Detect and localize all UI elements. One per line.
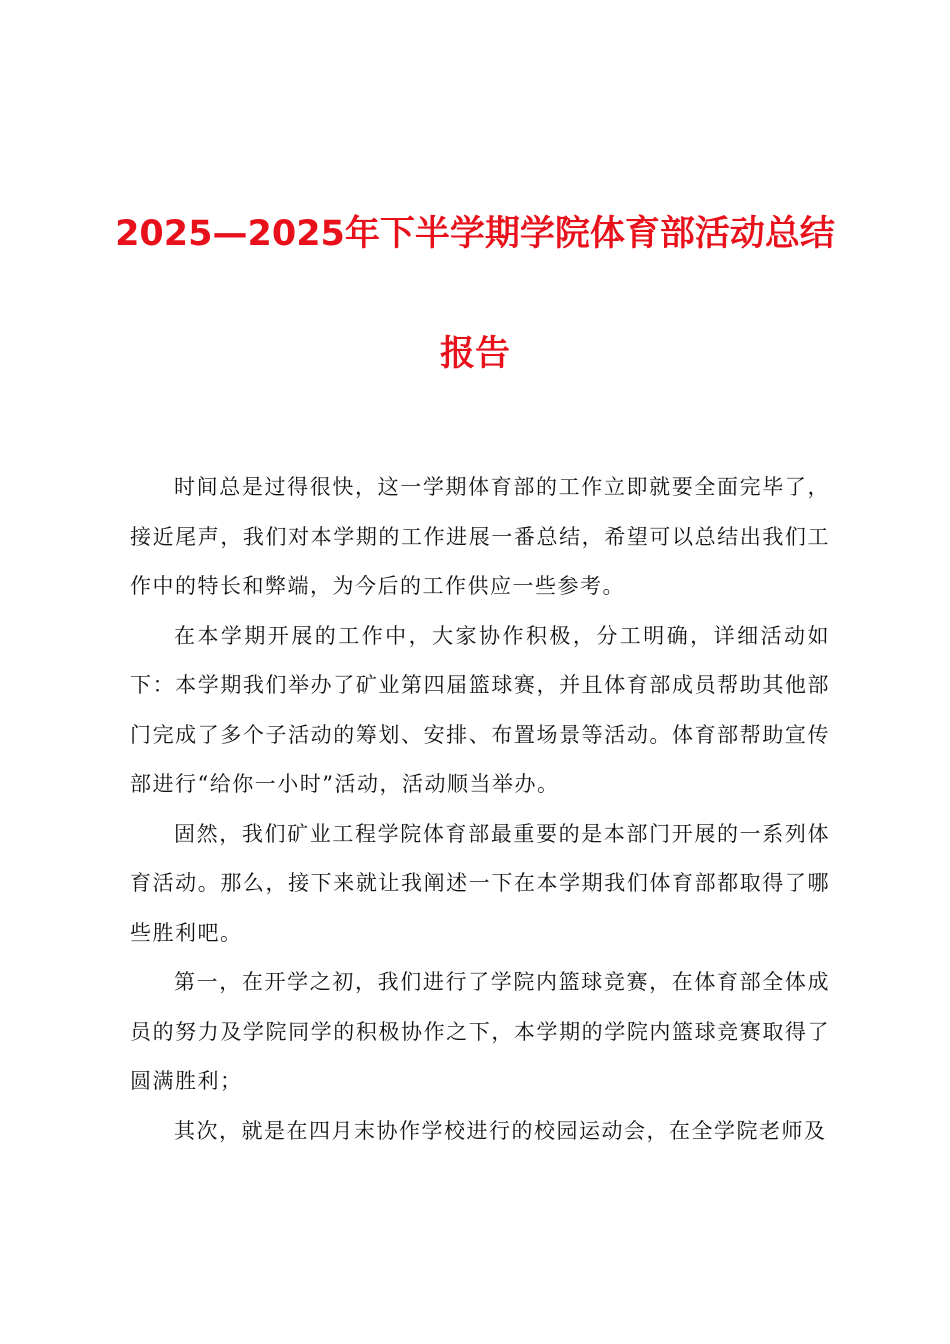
paragraph-3: 固然，我们矿业工程学院体育部最重要的是本部门开展的一系列体育活动。那么，接下来就让我阐述一下在本学期我们体育部都取得了哪些胜利吧。: [130, 821, 830, 945]
paragraph-1: 时间总是过得很快，这一学期体育部的工作立即就要全面完毕了，接近尾声，我们对本学期的工作进展一番总结，希望可以总结出我们工作中的特长和弊端，为今后的工作供应一些参考。: [130, 475, 830, 598]
paragraph-4: 第一，在开学之初，我们进行了学院内篮球竞赛，在体育部全体成员的努力及学院同学的积极协作之下，本学期的学院内篮球竞赛取得了圆满胜利；: [130, 970, 830, 1093]
document-title-line-1: 2025—2025年下半学期学院体育部活动总结: [115, 214, 835, 254]
document-title-line-2: 报告: [439, 334, 510, 374]
paragraph-2: 在本学期开展的工作中，大家协作积极，分工明确，详细活动如下：本学期我们举办了矿业第四届篮球赛，并且体育部成员帮助其他部门完成了多个子活动的筹划、安排、布置场景等活动。体育部帮助宣传部进行“给你一小时”活动，活动顺当举办。: [130, 623, 830, 796]
document-body: [130, 463, 830, 1156]
paragraph-5: 其次，就是在四月末协作学校进行的校园运动会，在全学院老师及: [174, 1118, 827, 1143]
